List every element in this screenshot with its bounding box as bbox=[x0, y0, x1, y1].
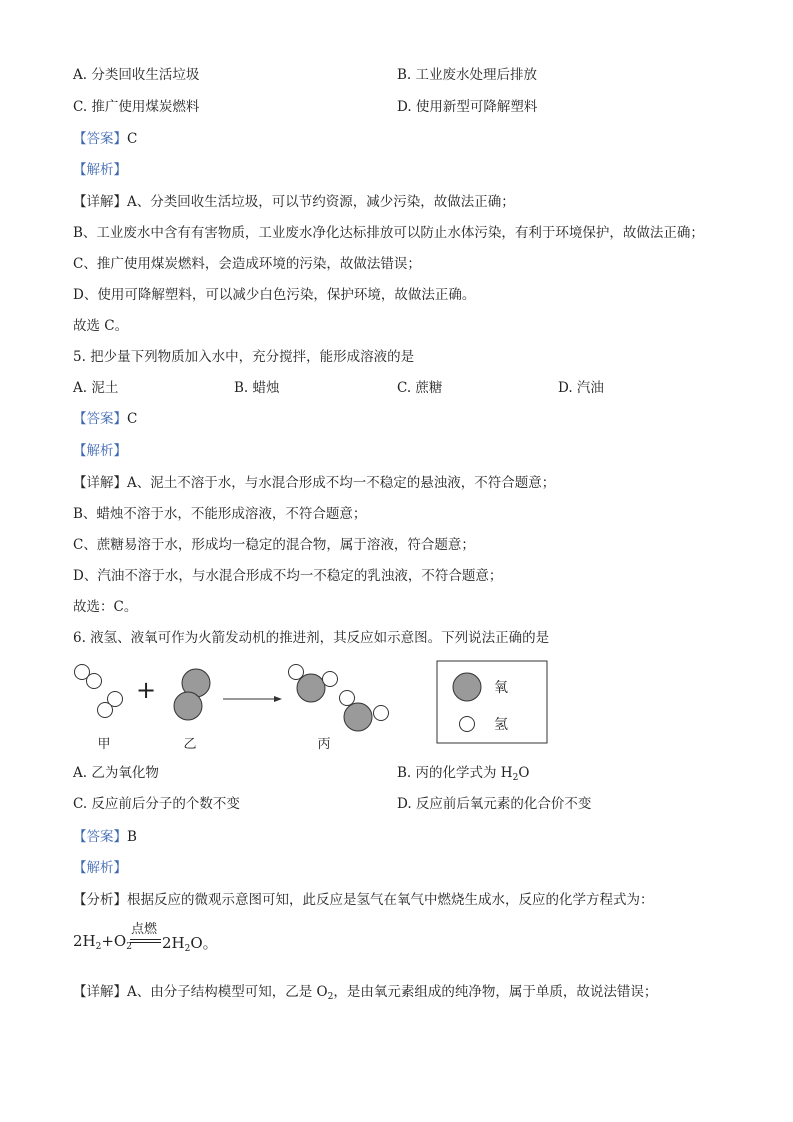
molecule-jia bbox=[75, 665, 123, 718]
subscript: 2 bbox=[327, 992, 334, 1002]
q6-analysis-tag: 【解析】 bbox=[73, 860, 127, 876]
answer-tag: 【答案】 bbox=[73, 411, 127, 427]
q5-stem: 5. 把少量下列物质加入水中，充分搅拌，能形成溶液的是 bbox=[73, 349, 415, 365]
reaction-arrow bbox=[223, 696, 282, 702]
detail-tag: 【详解】 bbox=[73, 475, 127, 491]
formula-h: 2H bbox=[162, 934, 185, 952]
detail-tag: 【详解】 bbox=[73, 194, 127, 210]
molecule-yi bbox=[174, 669, 210, 720]
equation-left bbox=[73, 932, 132, 952]
q5-option-a: A. 泥土 bbox=[73, 380, 119, 396]
q6-analysis-text: 【分析】根据反应的微观示意图可知，此反应是氢气在氧气中燃烧生成水，反应的化学方程式为： bbox=[73, 892, 654, 908]
equation-bar-top bbox=[130, 939, 161, 940]
q4-option-a: A. 分类回收生活垃圾 bbox=[73, 67, 200, 83]
subscript: 2 bbox=[184, 944, 191, 954]
legend bbox=[437, 661, 547, 743]
q6-option-d: D. 反应前后氧元素的化合价不变 bbox=[397, 796, 592, 812]
detail-text: 【详解】A、由分子结构模型可知，乙是 O bbox=[73, 984, 328, 1000]
hydrogen-atom bbox=[374, 706, 389, 721]
legend-hydrogen-label: 氢 bbox=[494, 717, 508, 733]
legend-frame bbox=[437, 661, 547, 743]
oxygen-atom bbox=[297, 674, 325, 702]
q4-answer bbox=[73, 130, 137, 148]
q4-analysis-tag: 【解析】 bbox=[73, 162, 127, 178]
equation-condition: 点燃 bbox=[131, 922, 158, 937]
hydrogen-atom bbox=[340, 691, 355, 706]
detail-text: A、泥土不溶于水，与水混合形成不均一不稳定的悬浊液，不符合题意； bbox=[127, 475, 556, 491]
q6-option-b bbox=[397, 764, 529, 787]
equation-right bbox=[162, 932, 218, 954]
q6-option-a: A. 乙为氧化物 bbox=[73, 765, 159, 781]
q4-conclusion: 故选 C。 bbox=[73, 318, 129, 334]
oxygen-atom bbox=[344, 703, 372, 731]
option-text: B. 丙的化学式为 H bbox=[397, 765, 513, 781]
label-jia: 甲 bbox=[97, 737, 111, 752]
answer-value: B bbox=[127, 829, 137, 845]
oxygen-atom bbox=[174, 692, 202, 720]
answer-tag: 【答案】 bbox=[73, 829, 127, 845]
subscript: 2 bbox=[126, 942, 132, 952]
formula-h: 2H bbox=[73, 932, 96, 950]
q5-detail-d: D、汽油不溶于水，与水混合形成不均一不稳定的乳浊液，不符合题意； bbox=[73, 568, 503, 584]
subscript: 2 bbox=[512, 773, 519, 783]
q5-detail-a bbox=[73, 474, 555, 492]
legend-hydrogen-swatch bbox=[460, 717, 475, 732]
q5-conclusion: 故选：C。 bbox=[73, 599, 138, 615]
detail-text: ，是由氧元素组成的纯净物，属于单质，故说法错误； bbox=[333, 984, 658, 1000]
option-text: O bbox=[518, 765, 530, 781]
reaction-diagram bbox=[60, 656, 560, 756]
hydrogen-atom bbox=[98, 703, 113, 718]
answer-tag: 【答案】 bbox=[73, 131, 127, 147]
q5-option-c: C. 蔗糖 bbox=[397, 380, 443, 396]
plus-sign: + bbox=[135, 676, 157, 704]
q4-detail-b: B、工业废水中含有有害物质，工业废水净化达标排放可以防止水体污染，有利于环境保护，故做法正确； bbox=[73, 225, 704, 241]
q6-option-c: C. 反应前后分子的个数不变 bbox=[73, 796, 240, 812]
q4-option-b: B. 工业废水处理后排放 bbox=[397, 67, 538, 83]
q5-option-b: B. 蜡烛 bbox=[234, 380, 280, 396]
subscript: 2 bbox=[95, 942, 102, 952]
q4-detail-c: C、推广使用煤炭燃料，会造成环境的污染，故做法错误； bbox=[73, 256, 421, 272]
equation-bar-bottom bbox=[130, 942, 161, 943]
q4-option-d: D. 使用新型可降解塑料 bbox=[397, 99, 538, 115]
answer-value: C bbox=[127, 411, 138, 427]
molecule-bing bbox=[289, 665, 389, 732]
legend-oxygen-label: 氧 bbox=[494, 680, 508, 696]
legend-oxygen-swatch bbox=[453, 673, 481, 701]
chemical-equation bbox=[73, 918, 373, 958]
hydrogen-atom bbox=[289, 665, 304, 680]
hydrogen-atom bbox=[323, 672, 338, 687]
q5-detail-b: B、蜡烛不溶于水，不能形成溶液，不符合题意； bbox=[73, 506, 367, 522]
q4-option-c: C. 推广使用煤炭燃料 bbox=[73, 99, 200, 115]
q6-detail-a bbox=[73, 983, 657, 1006]
period: 。 bbox=[202, 934, 218, 952]
label-yi: 乙 bbox=[183, 737, 197, 752]
q5-answer bbox=[73, 410, 137, 428]
label-bing: 丙 bbox=[317, 737, 331, 752]
q4-detail-d: D、使用可降解塑料，可以减少白色污染，保护环境，故做法正确。 bbox=[73, 287, 476, 303]
hydrogen-atom bbox=[87, 674, 102, 689]
q5-analysis-tag: 【解析】 bbox=[73, 443, 127, 459]
formula-o: O bbox=[190, 934, 203, 952]
detail-text: A、分类回收生活垃圾，可以节约资源，减少污染，故做法正确； bbox=[127, 194, 515, 210]
q5-detail-c: C、蔗糖易溶于水，形成均一稳定的混合物，属于溶液，符合题意； bbox=[73, 537, 475, 553]
q4-detail-a bbox=[73, 193, 515, 211]
answer-value: C bbox=[127, 131, 138, 147]
q6-stem: 6. 液氢、液氧可作为火箭发动机的推进剂，其反应如示意图。下列说法正确的是 bbox=[73, 630, 550, 646]
q6-answer bbox=[73, 828, 137, 846]
formula-o: +O bbox=[101, 932, 127, 950]
q5-option-d: D. 汽油 bbox=[558, 380, 604, 396]
